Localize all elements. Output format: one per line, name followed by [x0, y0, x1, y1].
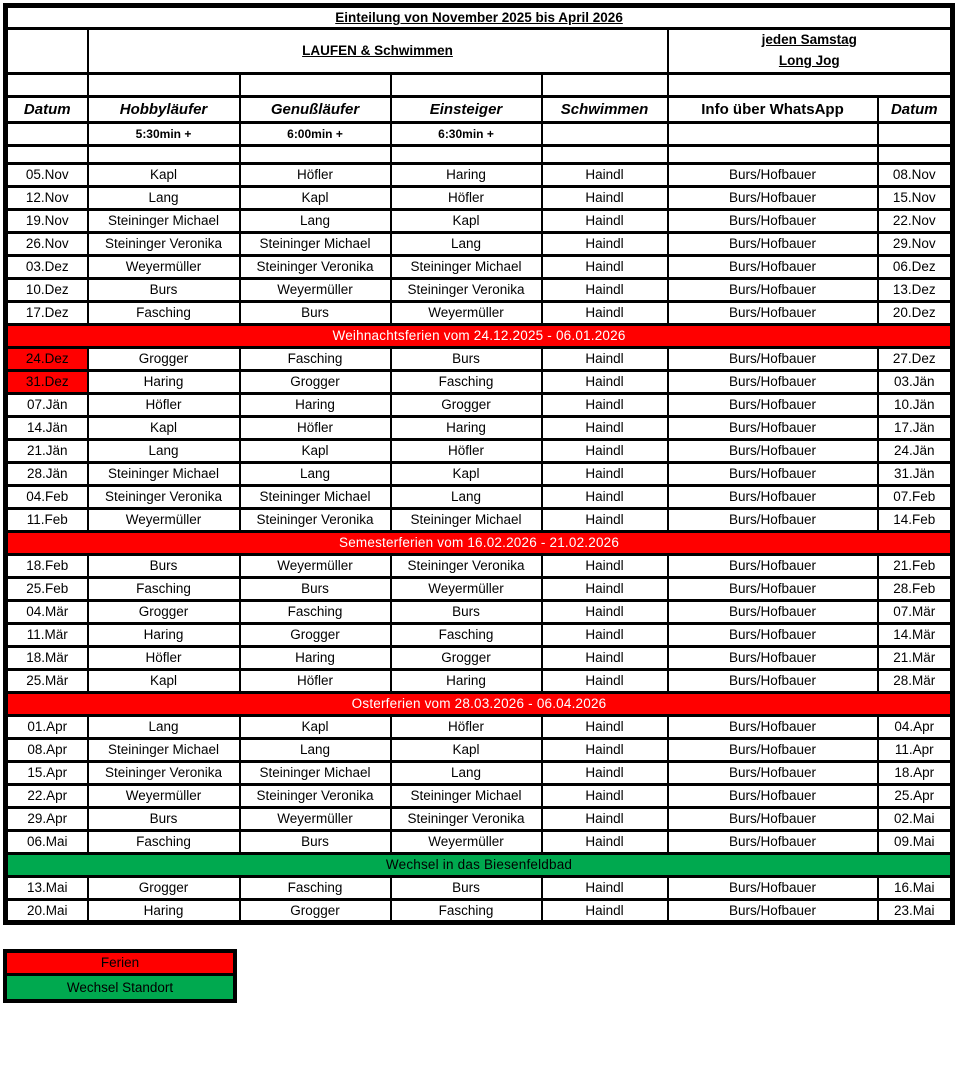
- einsteiger-cell: Steininger Veronika: [391, 807, 542, 830]
- date2-cell: 18.Apr: [878, 761, 953, 784]
- genusslaeufer-cell: Grogger: [240, 899, 391, 922]
- whatsapp-info-cell: Burs/Hofbauer: [668, 186, 878, 209]
- date2-cell: 07.Mär: [878, 600, 953, 623]
- date-cell: 22.Apr: [6, 784, 88, 807]
- whatsapp-info-cell: Burs/Hofbauer: [668, 393, 878, 416]
- title-row: [6, 6, 953, 29]
- date2-cell: 20.Dez: [878, 301, 953, 324]
- date2-cell: 14.Mär: [878, 623, 953, 646]
- genusslaeufer-cell: Fasching: [240, 347, 391, 370]
- session-row: [6, 600, 953, 623]
- einsteiger-cell: Burs: [391, 876, 542, 899]
- genusslaeufer-cell: Weyermüller: [240, 807, 391, 830]
- whatsapp-info-cell: Burs/Hofbauer: [668, 278, 878, 301]
- session-row: [6, 784, 953, 807]
- date-cell: 13.Mai: [6, 876, 88, 899]
- einsteiger-cell: Fasching: [391, 623, 542, 646]
- einsteiger-cell: Höfler: [391, 439, 542, 462]
- location-change-banner: Wechsel in das Biesenfeldbad: [6, 853, 953, 876]
- whatsapp-info-cell: Burs/Hofbauer: [668, 784, 878, 807]
- session-row: [6, 876, 953, 899]
- date2-cell: 23.Mai: [878, 899, 953, 922]
- session-row: [6, 278, 953, 301]
- genusslaeufer-cell: Burs: [240, 577, 391, 600]
- date2-cell: 02.Mai: [878, 807, 953, 830]
- date2-cell: 04.Apr: [878, 715, 953, 738]
- whatsapp-info-cell: Burs/Hofbauer: [668, 600, 878, 623]
- session-row: [6, 715, 953, 738]
- date-cell: 04.Feb: [6, 485, 88, 508]
- whatsapp-info-cell: Burs/Hofbauer: [668, 554, 878, 577]
- page-title: Einteilung von November 2025 bis April 2026: [6, 6, 953, 29]
- session-row: [6, 761, 953, 784]
- whatsapp-info-cell: Burs/Hofbauer: [668, 485, 878, 508]
- whatsapp-info-cell: Burs/Hofbauer: [668, 669, 878, 692]
- session-row: [6, 738, 953, 761]
- whatsapp-info-cell: Burs/Hofbauer: [668, 370, 878, 393]
- column-header-datum-left: Datum: [6, 96, 88, 122]
- date-cell: 25.Feb: [6, 577, 88, 600]
- whatsapp-info-cell: Burs/Hofbauer: [668, 577, 878, 600]
- whatsapp-info-cell: Burs/Hofbauer: [668, 439, 878, 462]
- einsteiger-cell: Lang: [391, 232, 542, 255]
- date-cell: 06.Mai: [6, 830, 88, 853]
- laufen-schwimmen-header: LAUFEN & Schwimmen: [88, 29, 668, 74]
- column-header-hobbylaeufer: Hobbyläufer: [88, 96, 240, 122]
- session-row: [6, 232, 953, 255]
- schwimmen-cell: Haindl: [542, 784, 668, 807]
- date-cell: 04.Mär: [6, 600, 88, 623]
- einsteiger-cell: Höfler: [391, 715, 542, 738]
- session-row: [6, 554, 953, 577]
- gap-row: [6, 145, 953, 163]
- legend: [3, 949, 237, 1003]
- hobbylaeufer-cell: Fasching: [88, 830, 240, 853]
- genusslaeufer-cell: Höfler: [240, 416, 391, 439]
- date-cell: 07.Jän: [6, 393, 88, 416]
- schwimmen-cell: Haindl: [542, 761, 668, 784]
- date-cell: 08.Apr: [6, 738, 88, 761]
- column-header-row: [6, 96, 953, 122]
- schwimmen-cell: Haindl: [542, 462, 668, 485]
- whatsapp-info-cell: Burs/Hofbauer: [668, 899, 878, 922]
- einsteiger-cell: Haring: [391, 416, 542, 439]
- whatsapp-info-cell: Burs/Hofbauer: [668, 209, 878, 232]
- session-row: [6, 508, 953, 531]
- schwimmen-cell: Haindl: [542, 807, 668, 830]
- whatsapp-info-cell: Burs/Hofbauer: [668, 876, 878, 899]
- holiday-banner: Weihnachtsferien vom 24.12.2025 - 06.01.2026: [6, 324, 953, 347]
- schedule-body: [6, 163, 953, 922]
- date2-cell: 17.Jän: [878, 416, 953, 439]
- schwimmen-cell: Haindl: [542, 186, 668, 209]
- whatsapp-info-cell: Burs/Hofbauer: [668, 761, 878, 784]
- session-row: [6, 209, 953, 232]
- date-cell: 05.Nov: [6, 163, 88, 186]
- schwimmen-cell: Haindl: [542, 554, 668, 577]
- date-cell: 01.Apr: [6, 715, 88, 738]
- whatsapp-info-cell: Burs/Hofbauer: [668, 416, 878, 439]
- einsteiger-cell: Fasching: [391, 370, 542, 393]
- date2-cell: 13.Dez: [878, 278, 953, 301]
- column-header-einsteiger: Einsteiger: [391, 96, 542, 122]
- holiday-banner: Osterferien vom 28.03.2026 - 06.04.2026: [6, 692, 953, 715]
- schwimmen-cell: Haindl: [542, 255, 668, 278]
- einsteiger-cell: Burs: [391, 347, 542, 370]
- session-row: [6, 301, 953, 324]
- date-cell: 19.Nov: [6, 209, 88, 232]
- date-cell: 03.Dez: [6, 255, 88, 278]
- holiday-banner: Semesterferien vom 16.02.2026 - 21.02.2026: [6, 531, 953, 554]
- hobbylaeufer-cell: Lang: [88, 715, 240, 738]
- date-cell: 15.Apr: [6, 761, 88, 784]
- session-row: [6, 830, 953, 853]
- whatsapp-info-cell: Burs/Hofbauer: [668, 347, 878, 370]
- pace-einsteiger: 6:30min +: [391, 122, 542, 145]
- einsteiger-cell: Steininger Michael: [391, 784, 542, 807]
- genusslaeufer-cell: Haring: [240, 393, 391, 416]
- genusslaeufer-cell: Kapl: [240, 715, 391, 738]
- whatsapp-info-cell: Burs/Hofbauer: [668, 646, 878, 669]
- genusslaeufer-cell: Steininger Michael: [240, 761, 391, 784]
- genusslaeufer-cell: Höfler: [240, 669, 391, 692]
- hobbylaeufer-cell: Kapl: [88, 669, 240, 692]
- date2-cell: 28.Mär: [878, 669, 953, 692]
- einsteiger-cell: Kapl: [391, 209, 542, 232]
- date-cell: 31.Dez: [6, 370, 88, 393]
- genusslaeufer-cell: Burs: [240, 830, 391, 853]
- date-cell: 28.Jän: [6, 462, 88, 485]
- date-cell: 21.Jän: [6, 439, 88, 462]
- genusslaeufer-cell: Kapl: [240, 186, 391, 209]
- schwimmen-cell: Haindl: [542, 738, 668, 761]
- column-header-schwimmen: Schwimmen: [542, 96, 668, 122]
- genusslaeufer-cell: Höfler: [240, 163, 391, 186]
- session-row: [6, 646, 953, 669]
- hobbylaeufer-cell: Haring: [88, 370, 240, 393]
- hobbylaeufer-cell: Burs: [88, 554, 240, 577]
- samstag-line2: Long Jog: [778, 52, 840, 68]
- hobbylaeufer-cell: Steininger Michael: [88, 738, 240, 761]
- genusslaeufer-cell: Steininger Veronika: [240, 784, 391, 807]
- pace-row: [6, 122, 953, 145]
- session-row: [6, 163, 953, 186]
- genusslaeufer-cell: Grogger: [240, 370, 391, 393]
- schwimmen-cell: Haindl: [542, 876, 668, 899]
- date2-cell: 22.Nov: [878, 209, 953, 232]
- date2-cell: 15.Nov: [878, 186, 953, 209]
- session-row: [6, 255, 953, 278]
- session-row: [6, 186, 953, 209]
- date-cell: 11.Feb: [6, 508, 88, 531]
- einsteiger-cell: Lang: [391, 761, 542, 784]
- schwimmen-cell: Haindl: [542, 232, 668, 255]
- pace-hobbylaeufer: 5:30min +: [88, 122, 240, 145]
- schwimmen-cell: Haindl: [542, 209, 668, 232]
- schwimmen-cell: Haindl: [542, 393, 668, 416]
- date2-cell: 06.Dez: [878, 255, 953, 278]
- hobbylaeufer-cell: Haring: [88, 899, 240, 922]
- banner-row: [6, 531, 953, 554]
- date-cell: 26.Nov: [6, 232, 88, 255]
- einsteiger-cell: Grogger: [391, 646, 542, 669]
- hobbylaeufer-cell: Weyermüller: [88, 508, 240, 531]
- genusslaeufer-cell: Fasching: [240, 876, 391, 899]
- genusslaeufer-cell: Kapl: [240, 439, 391, 462]
- whatsapp-info-cell: Burs/Hofbauer: [668, 462, 878, 485]
- banner-row: [6, 324, 953, 347]
- date2-cell: 28.Feb: [878, 577, 953, 600]
- date-cell: 10.Dez: [6, 278, 88, 301]
- whatsapp-info-cell: Burs/Hofbauer: [668, 807, 878, 830]
- date2-cell: 08.Nov: [878, 163, 953, 186]
- date2-cell: 07.Feb: [878, 485, 953, 508]
- date2-cell: 03.Jän: [878, 370, 953, 393]
- date2-cell: 14.Feb: [878, 508, 953, 531]
- genusslaeufer-cell: Fasching: [240, 600, 391, 623]
- hobbylaeufer-cell: Burs: [88, 807, 240, 830]
- date2-cell: 25.Apr: [878, 784, 953, 807]
- date2-cell: 21.Mär: [878, 646, 953, 669]
- samstag-line1: jeden Samstag: [761, 32, 857, 47]
- einsteiger-cell: Fasching: [391, 899, 542, 922]
- date-cell: 24.Dez: [6, 347, 88, 370]
- schwimmen-cell: Haindl: [542, 485, 668, 508]
- einsteiger-cell: Haring: [391, 163, 542, 186]
- schedule-table: [3, 3, 955, 925]
- column-header-whatsapp-info: Info über WhatsApp: [668, 96, 878, 122]
- schwimmen-cell: Haindl: [542, 508, 668, 531]
- session-row: [6, 623, 953, 646]
- genusslaeufer-cell: Weyermüller: [240, 554, 391, 577]
- date2-cell: 21.Feb: [878, 554, 953, 577]
- einsteiger-cell: Lang: [391, 485, 542, 508]
- schwimmen-cell: Haindl: [542, 577, 668, 600]
- spacer-row: [6, 73, 953, 96]
- date2-cell: 31.Jän: [878, 462, 953, 485]
- genusslaeufer-cell: Steininger Michael: [240, 485, 391, 508]
- genusslaeufer-cell: Burs: [240, 301, 391, 324]
- genusslaeufer-cell: Steininger Michael: [240, 232, 391, 255]
- einsteiger-cell: Weyermüller: [391, 301, 542, 324]
- schwimmen-cell: Haindl: [542, 347, 668, 370]
- column-header-genusslaeufer: Genußläufer: [240, 96, 391, 122]
- group-header-row: [6, 29, 953, 74]
- hobbylaeufer-cell: Steininger Veronika: [88, 485, 240, 508]
- hobbylaeufer-cell: Steininger Veronika: [88, 761, 240, 784]
- session-row: [6, 416, 953, 439]
- genusslaeufer-cell: Lang: [240, 462, 391, 485]
- einsteiger-cell: Steininger Michael: [391, 508, 542, 531]
- pace-genusslaeufer: 6:00min +: [240, 122, 391, 145]
- whatsapp-info-cell: Burs/Hofbauer: [668, 508, 878, 531]
- schwimmen-cell: Haindl: [542, 600, 668, 623]
- genusslaeufer-cell: Haring: [240, 646, 391, 669]
- hobbylaeufer-cell: Weyermüller: [88, 784, 240, 807]
- schwimmen-cell: Haindl: [542, 669, 668, 692]
- date2-cell: 10.Jän: [878, 393, 953, 416]
- samstag-longjog-header: [668, 29, 953, 74]
- genusslaeufer-cell: Lang: [240, 209, 391, 232]
- einsteiger-cell: Weyermüller: [391, 830, 542, 853]
- whatsapp-info-cell: Burs/Hofbauer: [668, 623, 878, 646]
- schwimmen-cell: Haindl: [542, 301, 668, 324]
- schwimmen-cell: Haindl: [542, 830, 668, 853]
- session-row: [6, 577, 953, 600]
- legend-wechsel-standort: Wechsel Standort: [7, 976, 233, 999]
- hobbylaeufer-cell: Steininger Veronika: [88, 232, 240, 255]
- session-row: [6, 370, 953, 393]
- schwimmen-cell: Haindl: [542, 278, 668, 301]
- whatsapp-info-cell: Burs/Hofbauer: [668, 301, 878, 324]
- hobbylaeufer-cell: Kapl: [88, 416, 240, 439]
- hobbylaeufer-cell: Höfler: [88, 393, 240, 416]
- session-row: [6, 393, 953, 416]
- date2-cell: 16.Mai: [878, 876, 953, 899]
- banner-row: [6, 853, 953, 876]
- session-row: [6, 347, 953, 370]
- genusslaeufer-cell: Grogger: [240, 623, 391, 646]
- einsteiger-cell: Steininger Michael: [391, 255, 542, 278]
- session-row: [6, 807, 953, 830]
- column-header-datum-right: Datum: [878, 96, 953, 122]
- genusslaeufer-cell: Steininger Veronika: [240, 508, 391, 531]
- hobbylaeufer-cell: Höfler: [88, 646, 240, 669]
- einsteiger-cell: Grogger: [391, 393, 542, 416]
- schwimmen-cell: Haindl: [542, 899, 668, 922]
- session-row: [6, 462, 953, 485]
- whatsapp-info-cell: Burs/Hofbauer: [668, 255, 878, 278]
- schwimmen-cell: Haindl: [542, 370, 668, 393]
- genusslaeufer-cell: Lang: [240, 738, 391, 761]
- date-cell: 11.Mär: [6, 623, 88, 646]
- schwimmen-cell: Haindl: [542, 623, 668, 646]
- whatsapp-info-cell: Burs/Hofbauer: [668, 830, 878, 853]
- schwimmen-cell: Haindl: [542, 646, 668, 669]
- whatsapp-info-cell: Burs/Hofbauer: [668, 715, 878, 738]
- einsteiger-cell: Höfler: [391, 186, 542, 209]
- hobbylaeufer-cell: Steininger Michael: [88, 462, 240, 485]
- date-cell: 12.Nov: [6, 186, 88, 209]
- session-row: [6, 899, 953, 922]
- hobbylaeufer-cell: Fasching: [88, 577, 240, 600]
- hobbylaeufer-cell: Weyermüller: [88, 255, 240, 278]
- einsteiger-cell: Steininger Veronika: [391, 278, 542, 301]
- einsteiger-cell: Haring: [391, 669, 542, 692]
- session-row: [6, 485, 953, 508]
- date-cell: 25.Mär: [6, 669, 88, 692]
- hobbylaeufer-cell: Lang: [88, 186, 240, 209]
- einsteiger-cell: Weyermüller: [391, 577, 542, 600]
- schwimmen-cell: Haindl: [542, 715, 668, 738]
- einsteiger-cell: Steininger Veronika: [391, 554, 542, 577]
- date2-cell: 09.Mai: [878, 830, 953, 853]
- hobbylaeufer-cell: Kapl: [88, 163, 240, 186]
- group-header-empty-cell: [6, 29, 88, 74]
- date2-cell: 29.Nov: [878, 232, 953, 255]
- hobbylaeufer-cell: Grogger: [88, 876, 240, 899]
- hobbylaeufer-cell: Burs: [88, 278, 240, 301]
- schwimmen-cell: Haindl: [542, 416, 668, 439]
- date2-cell: 27.Dez: [878, 347, 953, 370]
- date-cell: 18.Mär: [6, 646, 88, 669]
- hobbylaeufer-cell: Grogger: [88, 347, 240, 370]
- schwimmen-cell: Haindl: [542, 439, 668, 462]
- einsteiger-cell: Kapl: [391, 738, 542, 761]
- hobbylaeufer-cell: Haring: [88, 623, 240, 646]
- hobbylaeufer-cell: Steininger Michael: [88, 209, 240, 232]
- hobbylaeufer-cell: Grogger: [88, 600, 240, 623]
- legend-ferien: Ferien: [7, 953, 233, 976]
- date-cell: 14.Jän: [6, 416, 88, 439]
- session-row: [6, 439, 953, 462]
- genusslaeufer-cell: Steininger Veronika: [240, 255, 391, 278]
- date-cell: 20.Mai: [6, 899, 88, 922]
- einsteiger-cell: Kapl: [391, 462, 542, 485]
- date-cell: 17.Dez: [6, 301, 88, 324]
- whatsapp-info-cell: Burs/Hofbauer: [668, 738, 878, 761]
- date-cell: 18.Feb: [6, 554, 88, 577]
- einsteiger-cell: Burs: [391, 600, 542, 623]
- date-cell: 29.Apr: [6, 807, 88, 830]
- whatsapp-info-cell: Burs/Hofbauer: [668, 232, 878, 255]
- banner-row: [6, 692, 953, 715]
- schwimmen-cell: Haindl: [542, 163, 668, 186]
- whatsapp-info-cell: Burs/Hofbauer: [668, 163, 878, 186]
- session-row: [6, 669, 953, 692]
- date2-cell: 11.Apr: [878, 738, 953, 761]
- hobbylaeufer-cell: Lang: [88, 439, 240, 462]
- date2-cell: 24.Jän: [878, 439, 953, 462]
- genusslaeufer-cell: Weyermüller: [240, 278, 391, 301]
- hobbylaeufer-cell: Fasching: [88, 301, 240, 324]
